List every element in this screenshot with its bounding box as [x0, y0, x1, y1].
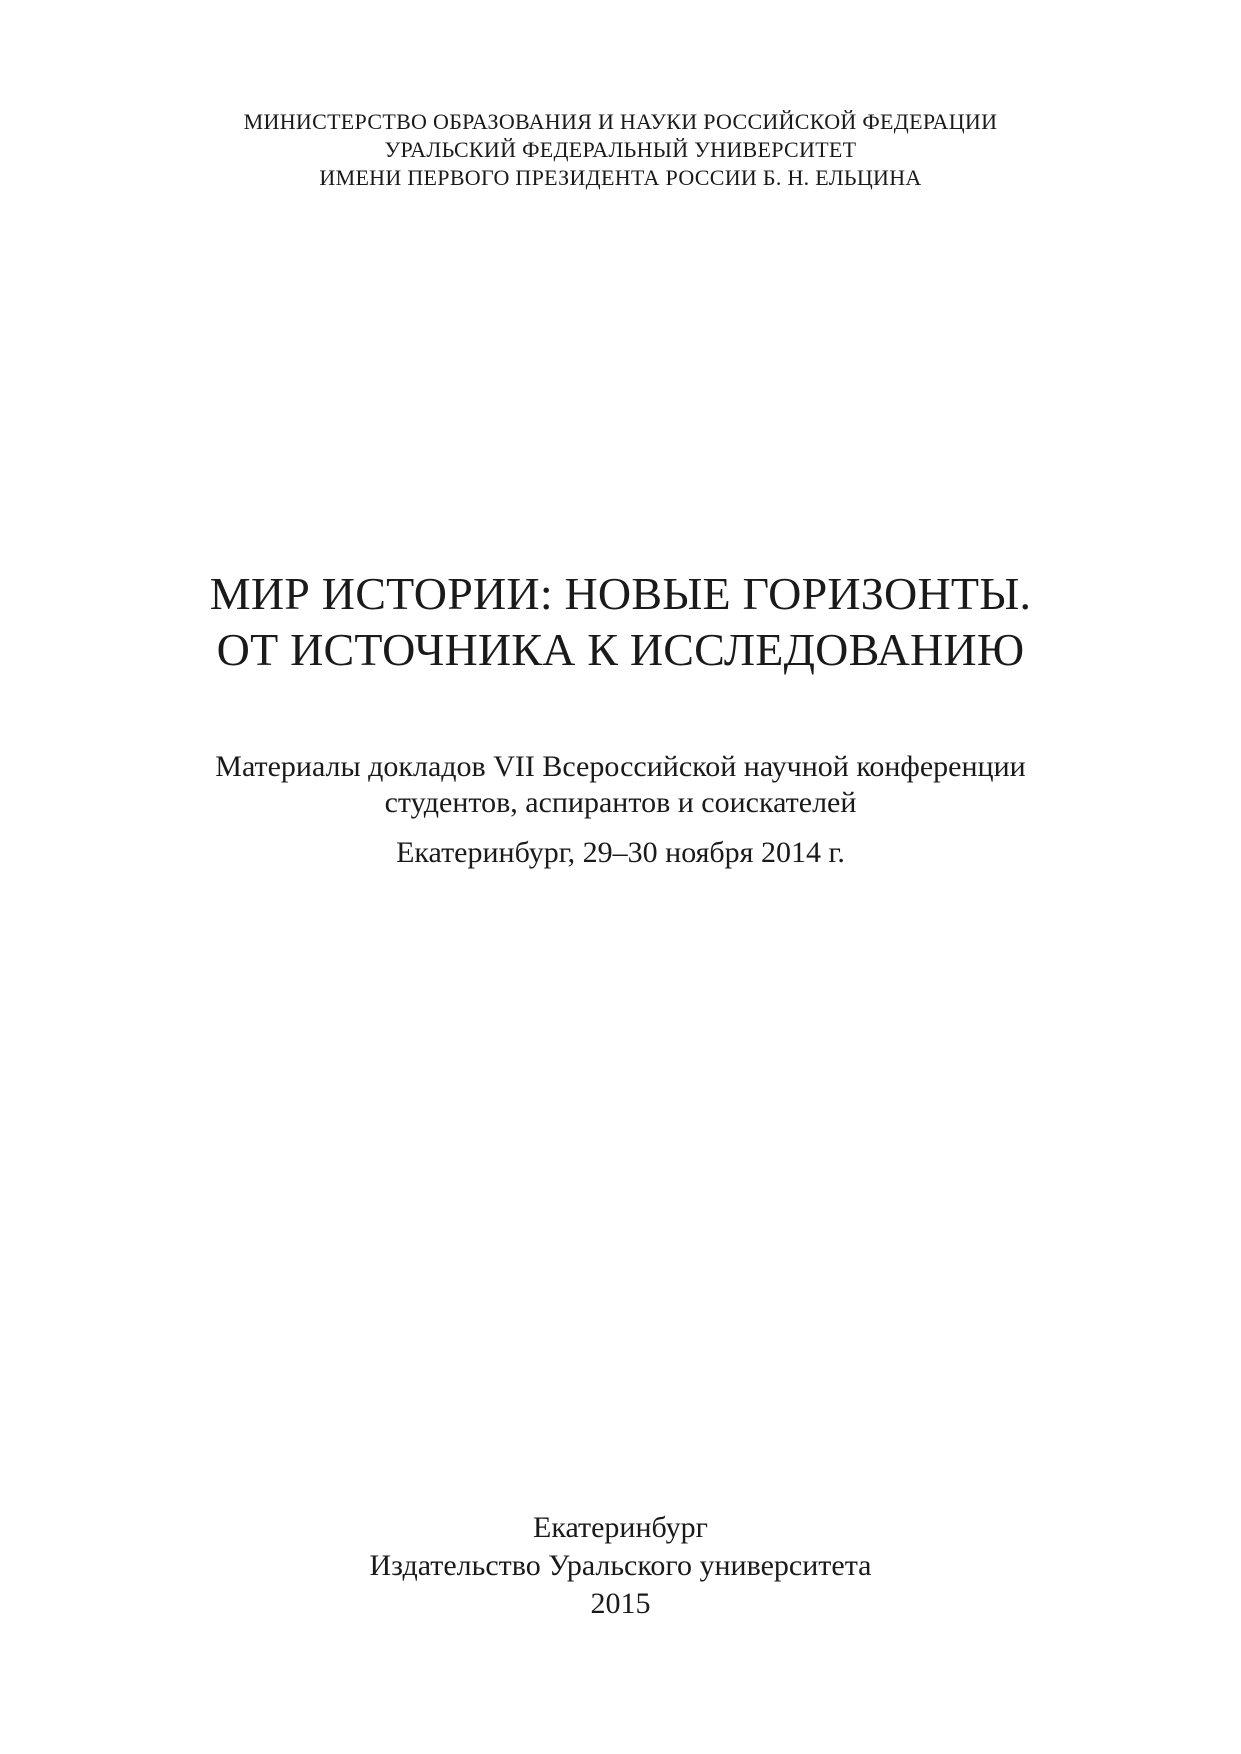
subtitle-line-1: Материалы докладов VII Всероссийской научной конференции [215, 750, 1026, 783]
title-line-1: МИР ИСТОРИИ: НОВЫЕ ГОРИЗОНТЫ. [209, 568, 1032, 619]
publisher-imprint [0, 1509, 1241, 1623]
subtitle-line-2: студентов, аспирантов и соискателей [384, 786, 857, 819]
imprint-year: 2015 [590, 1587, 651, 1620]
university-line: УРАЛЬСКИЙ ФЕДЕРАЛЬНЫЙ УНИВЕРСИТЕТ [384, 137, 857, 162]
book-title [0, 566, 1241, 678]
imprint-city: Екатеринбург [533, 1511, 708, 1544]
conference-place-date [0, 835, 1241, 871]
title-line-2: ОТ ИСТОЧНИКА К ИССЛЕДОВАНИЮ [216, 624, 1025, 675]
institution-header [0, 108, 1241, 192]
ministry-line: МИНИСТЕРСТВО ОБРАЗОВАНИЯ И НАУКИ РОССИЙСКОЙ ФЕДЕРАЦИИ [243, 109, 998, 134]
book-subtitle [0, 749, 1241, 821]
imprint-publisher: Издательство Уральского университета [369, 1549, 872, 1582]
university-name-line: ИМЕНИ ПЕРВОГО ПРЕЗИДЕНТА РОССИИ Б. Н. ЕЛЬЦИНА [319, 165, 922, 190]
place-date-line: Екатеринбург, 29–30 ноября 2014 г. [396, 836, 845, 869]
